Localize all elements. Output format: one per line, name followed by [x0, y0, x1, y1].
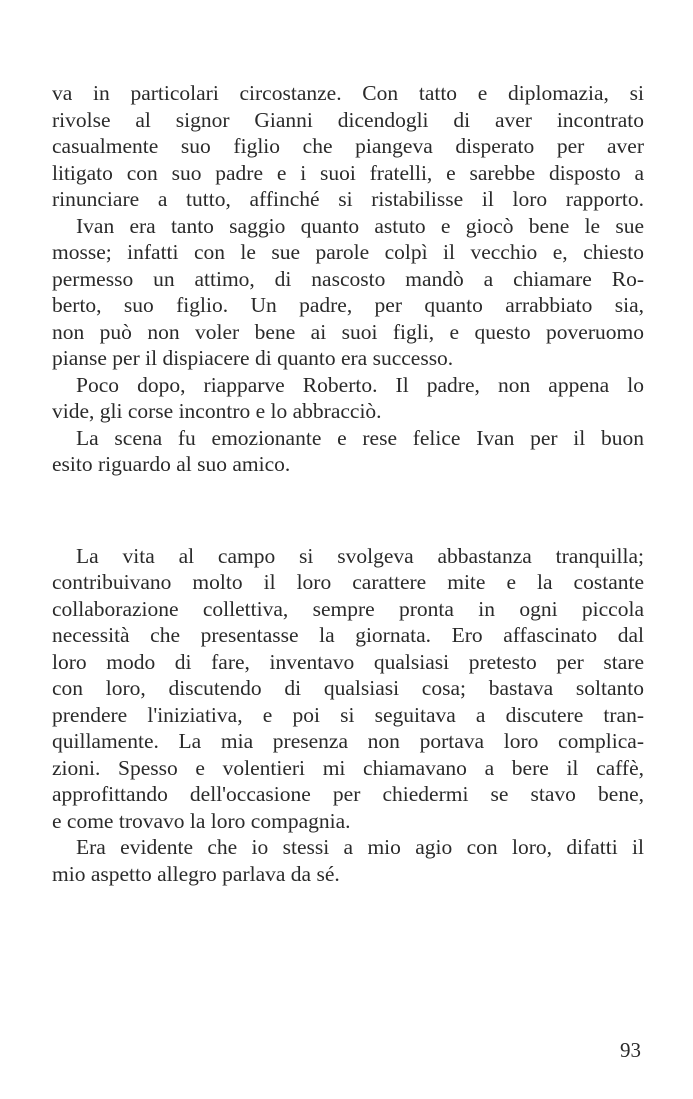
text-line: mosse; infatti con le sue parole colpì il vecchio e, chiesto — [52, 240, 644, 264]
page-body — [52, 80, 644, 887]
page-number: 93 — [620, 1038, 641, 1062]
section-gap — [52, 478, 644, 543]
text-line: pianse per il dispiacere di quanto era successo. — [52, 346, 454, 370]
text-line: contribuivano molto il loro carattere mite e la costante — [52, 570, 644, 594]
text-line: vide, gli corse incontro e lo abbracciò. — [52, 399, 382, 423]
text-line: esito riguardo al suo amico. — [52, 452, 291, 476]
text-line: berto, suo figlio. Un padre, per quanto arrabbiato sia, — [52, 293, 644, 317]
text-line: litigato con suo padre e i suoi fratelli, e sarebbe disposto a — [52, 160, 644, 185]
text-line: Ivan era tanto saggio quanto astuto e giocò bene le sue — [76, 213, 644, 238]
text-block-2 — [52, 543, 644, 888]
text-line: quillamente. La mia presenza non portava loro complica- — [52, 729, 644, 753]
text-line: rinunciare a tutto, affinché si ristabilisse il loro rapporto. — [52, 187, 644, 211]
text-line: va in particolari circostanze. Con tatto e diplomazia, si — [52, 81, 644, 105]
text-line: mio aspetto allegro parlava da sé. — [52, 861, 340, 886]
text-line: permesso un attimo, di nascosto mandò a chiamare Ro- — [52, 266, 644, 291]
text-line: loro modo di fare, inventavo qualsiasi pretesto per stare — [52, 649, 644, 674]
text-line: Era evidente che io stessi a mio agio con loro, difatti il — [76, 835, 644, 859]
text-line: rivolse al signor Gianni dicendogli di aver incontrato — [52, 107, 644, 132]
text-line: La scena fu emozionante e rese felice Ivan per il buon — [76, 425, 644, 450]
text-block-1 — [52, 80, 644, 478]
text-line: approfittando dell'occasione per chiedermi se stavo bene, — [52, 782, 644, 806]
text-line: non può non voler bene ai suoi figli, e questo poveruomo — [52, 319, 644, 344]
text-line: zioni. Spesso e volentieri mi chiamavano a bere il caffè, — [52, 755, 644, 780]
text-line: con loro, discutendo di qualsiasi cosa; bastava soltanto — [52, 676, 644, 700]
text-line: e come trovavo la loro compagnia. — [52, 808, 351, 833]
text-line: necessità che presentasse la giornata. Ero affascinato dal — [52, 623, 644, 647]
text-line: prendere l'iniziativa, e poi si seguitava a discutere tran- — [52, 702, 644, 727]
text-line: collaborazione collettiva, sempre pronta in ogni piccola — [52, 596, 644, 621]
text-line: La vita al campo si svolgeva abbastanza tranquilla; — [76, 543, 644, 568]
text-line: Poco dopo, riapparve Roberto. Il padre, non appena lo — [76, 372, 644, 397]
text-line: casualmente suo figlio che piangeva disperato per aver — [52, 134, 644, 158]
